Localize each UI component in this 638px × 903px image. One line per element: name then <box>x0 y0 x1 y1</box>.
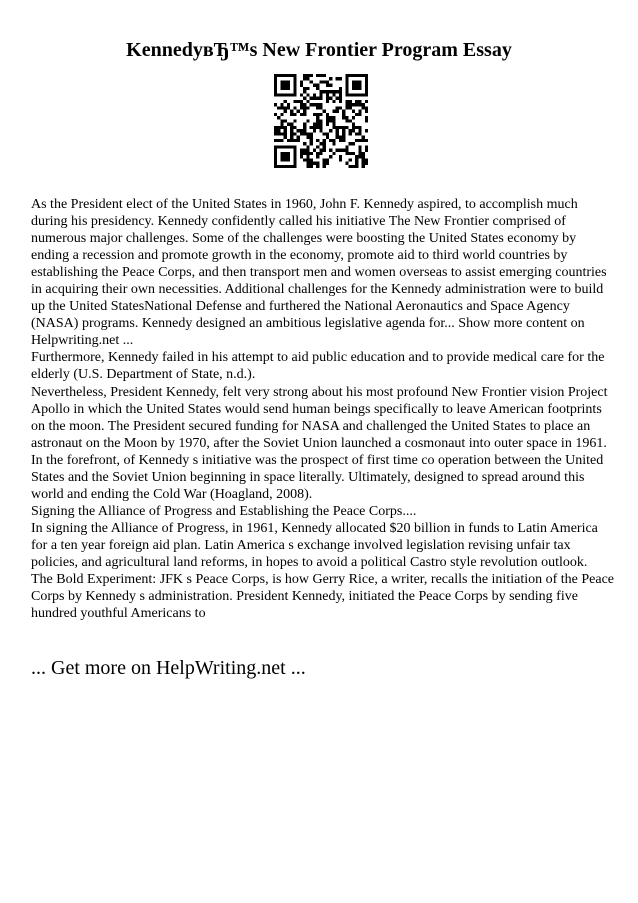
page-title: KennedyвЂ™s New Frontier Program Essay <box>126 39 512 61</box>
get-more-link[interactable]: ... Get more on HelpWriting.net ... <box>31 657 306 679</box>
paragraph-alliance: In signing the Alliance of Progress, in 1961, Kennedy allocated $20 billion in funds to Latin America for a ten year foreign aid plan. Latin America s exchange involved legislation revising unfair tax policies, and agricultural land reforms, in hopes to avoid a political Castro style revolution outlook. <box>31 520 598 570</box>
paragraph-furthermore: Furthermore, Kennedy failed in his attempt to aid public education and to provide medical care for the elderly (U.S. Department of State, n.d.). <box>31 350 605 383</box>
paragraph-nevertheless: Nevertheless, President Kennedy, felt very strong about his most profound New Frontier vision Project Apollo in which the United States would send human beings specifically to leave American footprints on the moon. The President secured funding for NASA and challenged the United States to place an astronaut on the Moon by 1970, after the Soviet Union launched a cosmonaut into outer space in 1961. In the forefront, of Kennedy s initiative was the prospect of first time co operation between the United States and the Soviet Union beginning in space literally. Ultimately, designed to spread around this world and ending the Cold War (Hoagland, 2008). <box>31 384 608 502</box>
paragraph-intro: As the President elect of the United States in 1960, John F. Kennedy aspired, to accomplish much during his presidency. Kennedy confidently called his initiative The New Frontier comprised of numerous major challenges. Some of the challenges were boosting the United States economy by ending a recession and promote growth in the economy, promote aid to third world countries by establishing the Peace Corps, and then transport men and women overseas to assist emerging countries in acquiring their own necessities. Additional challenges for the Kennedy administration were to build up the United StatesNational Defense and furthered the National Aeronautics and Space Agency (NASA) programs. Kennedy designed an ambitious legislative agenda for... Show more content on Helpwriting.net ... <box>31 197 607 349</box>
essay-body <box>31 196 615 622</box>
paragraph-alliance-heading: Signing the Alliance of Progress and Establishing the Peace Corps.... <box>31 503 417 519</box>
qr-code-icon <box>274 74 368 168</box>
paragraph-peace-corps: The Bold Experiment: JFK s Peace Corps, is how Gerry Rice, a writer, recalls the initiation of the Peace Corps by Kennedy s administration. President Kennedy, initiated the Peace Corps by sending five hundred youthful Americans to <box>31 572 615 622</box>
